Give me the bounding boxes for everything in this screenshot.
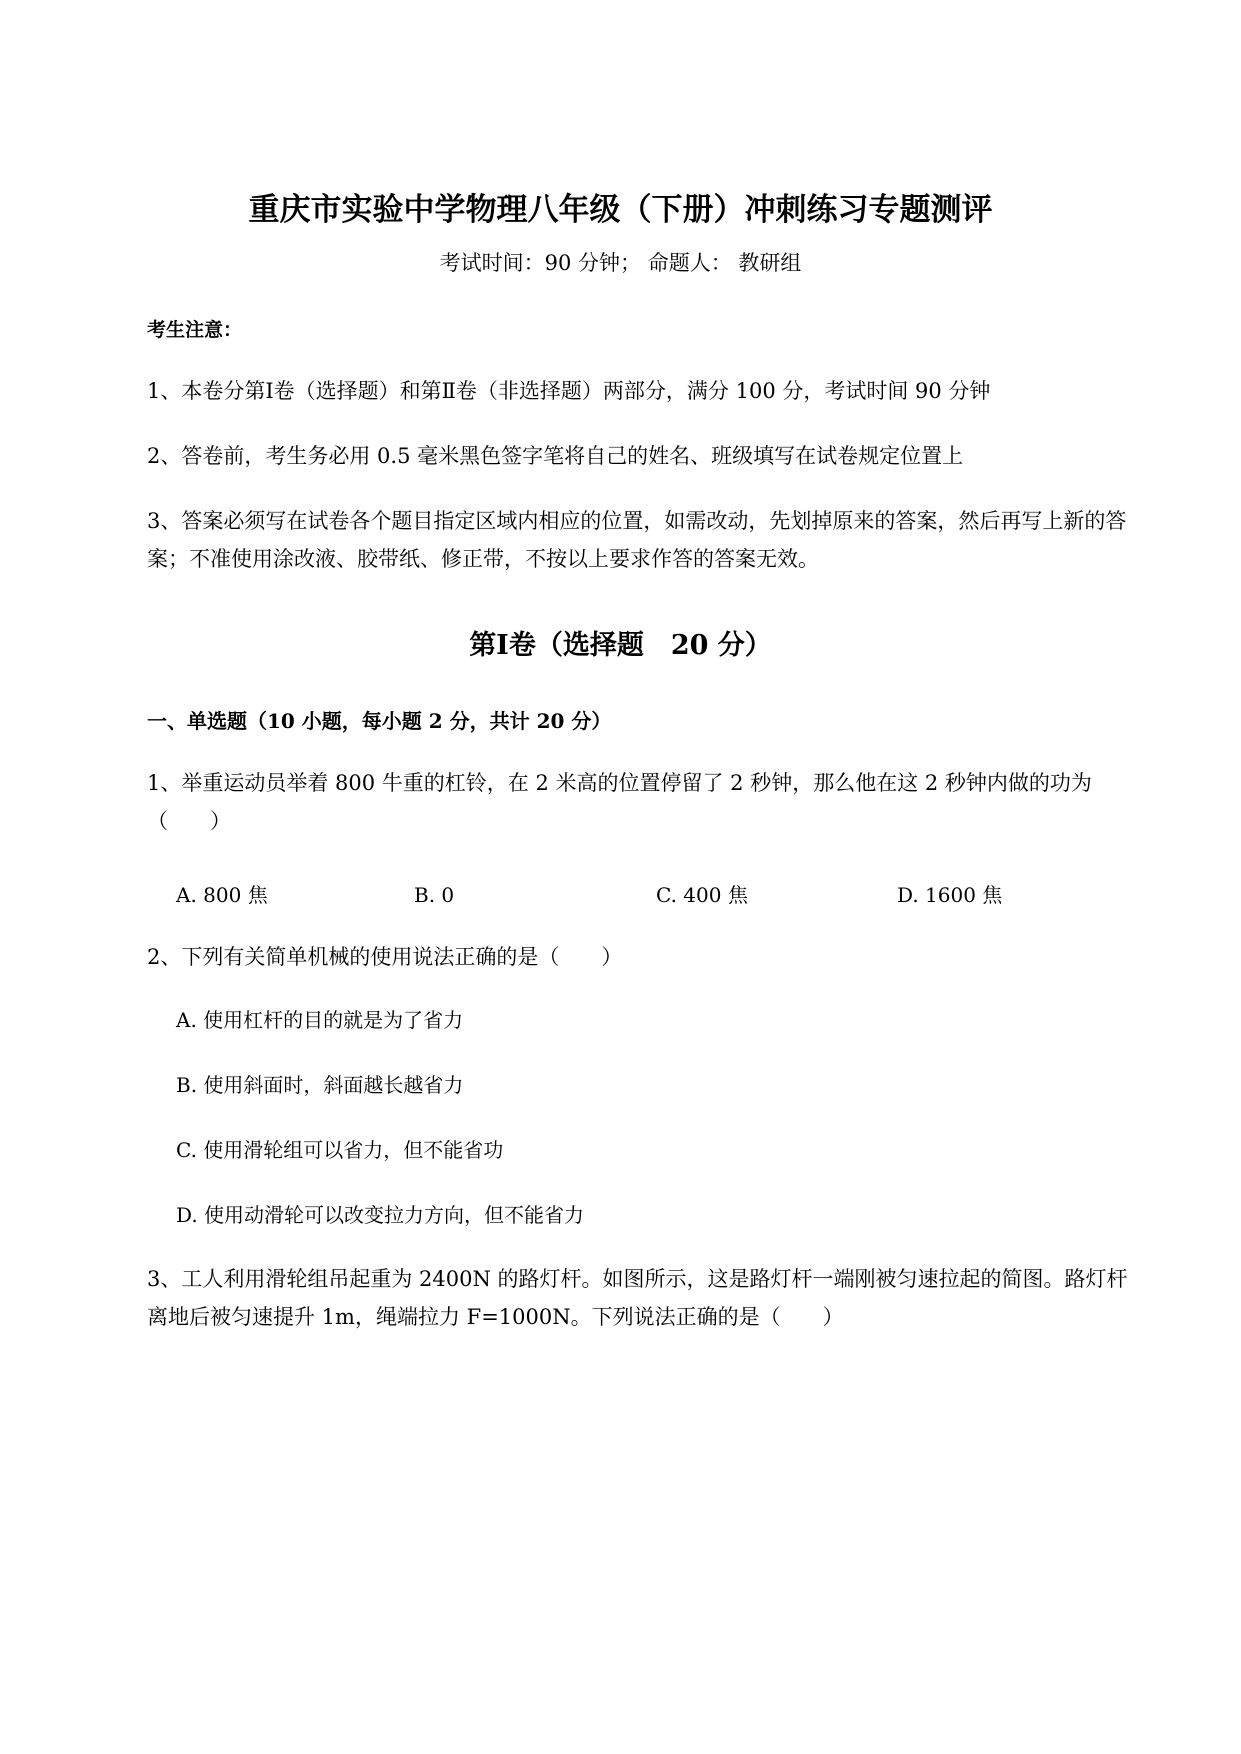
notice-item-1: 1、本卷分第Ⅰ卷（选择题）和第Ⅱ卷（非选择题）两部分，满分 100 分，考试时间 90 分钟 bbox=[147, 379, 991, 403]
question-2-option-c: C. 使用滑轮组可以省力，但不能省功 bbox=[176, 1138, 504, 1162]
notice-item-3: 3、答案必须写在试卷各个题目指定区域内相应的位置，如需改动，先划掉原来的答案，然后再写上新的答案；不准使用涂改液、胶带纸、修正带，不按以上要求作答的答案无效。 bbox=[147, 509, 1127, 571]
question-2-stem: 2、下列有关简单机械的使用说法正确的是（ ） bbox=[147, 945, 623, 969]
question-1-option-c: C. 400 焦 bbox=[656, 883, 748, 907]
question-2-option-a: A. 使用杠杆的目的就是为了省力 bbox=[176, 1008, 464, 1032]
section-title: 第Ⅰ卷（选择题 20 分） bbox=[469, 630, 772, 661]
exam-info: 考试时间：90 分钟； 命题人： 教研组 bbox=[439, 251, 802, 275]
notice-item-2: 2、答卷前，考生务必用 0.5 毫米黑色签字笔将自己的姓名、班级填写在试卷规定位置上 bbox=[147, 444, 964, 468]
notice-heading: 考生注意： bbox=[147, 319, 243, 341]
question-1-option-d: D. 1600 焦 bbox=[897, 883, 1003, 907]
question-1-stem: 1、举重运动员举着 800 牛重的杠铃，在 2 米高的位置停留了 2 秒钟，那么他在这 2 秒钟内做的功为（ ） bbox=[147, 771, 1092, 833]
page-title: 重庆市实验中学物理八年级（下册）冲刺练习专题测评 bbox=[248, 192, 993, 228]
question-1-option-a: A. 800 焦 bbox=[176, 883, 268, 907]
question-1-option-b: B. 0 bbox=[414, 883, 455, 907]
question-2-option-b: B. 使用斜面时，斜面越长越省力 bbox=[176, 1073, 464, 1097]
question-2-option-d: D. 使用动滑轮可以改变拉力方向，但不能省力 bbox=[176, 1203, 585, 1227]
question-3-stem: 3、工人利用滑轮组吊起重为 2400N 的路灯杆。如图所示，这是路灯杆一端刚被匀速拉起的简图。路灯杆离地后被匀速提升 1m，绳端拉力 F=1000N。下列说法正确的是（ ） bbox=[147, 1267, 1128, 1329]
part-heading: 一、单选题（10 小题，每小题 2 分，共计 20 分） bbox=[147, 709, 612, 733]
